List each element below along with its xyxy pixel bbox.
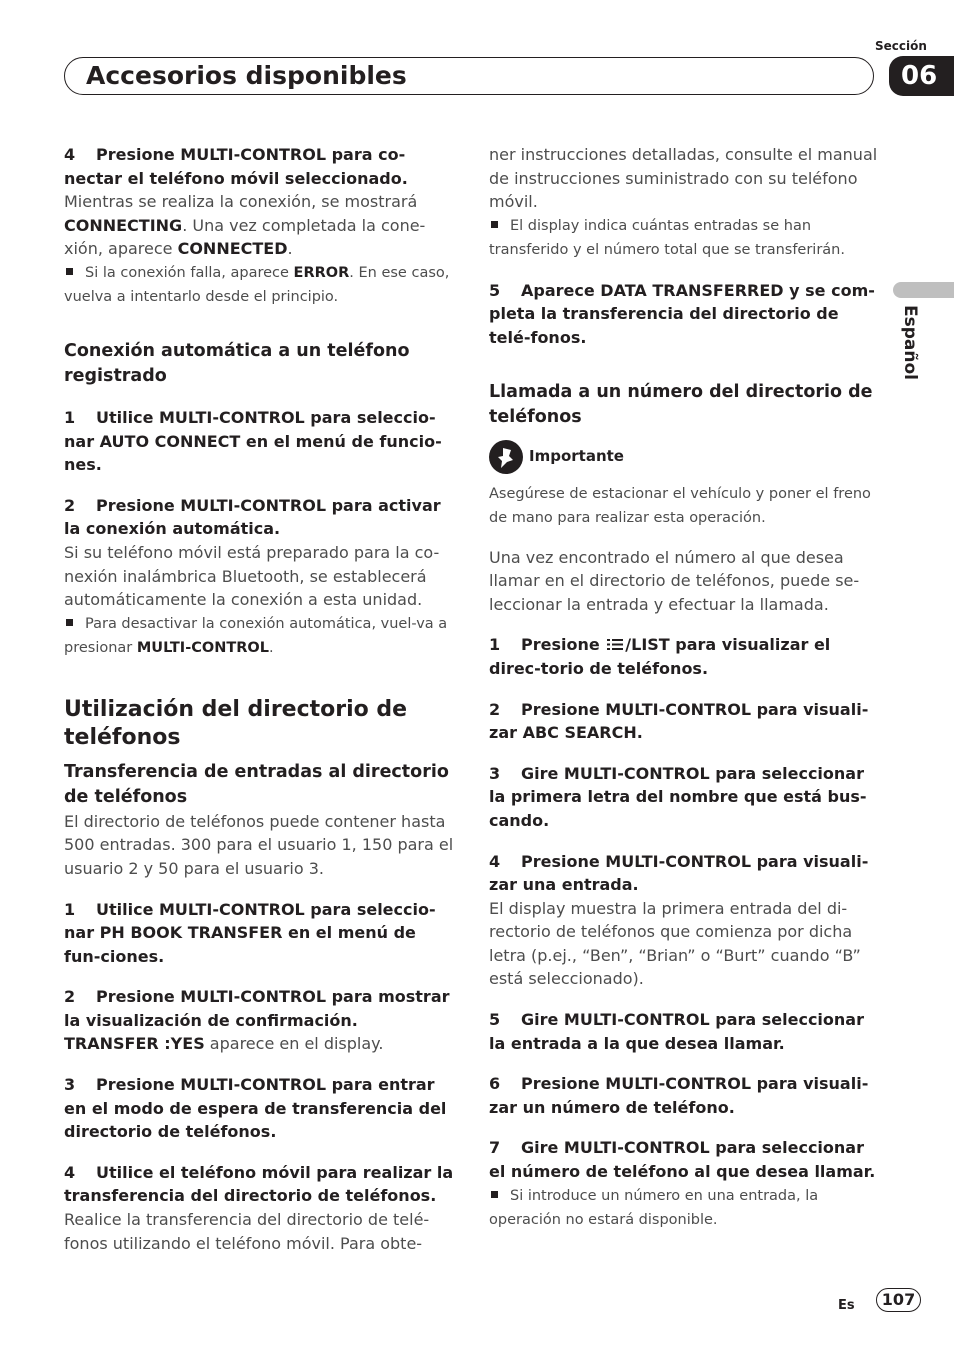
subsection-heading: Transferencia de entradas al directorio de teléfonos bbox=[64, 761, 449, 807]
note: Para desactivar la conexión automática, vuel-va a presionar MULTI-CONTROL. bbox=[64, 615, 448, 656]
step-heading: 4 Utilice el teléfono móvil para realizar la transferencia del directorio de teléfonos. bbox=[64, 1162, 454, 1206]
step-heading: 3 Presione MULTI-CONTROL para entrar en el modo de espera de transferencia del directorio de teléfonos. bbox=[64, 1075, 447, 1142]
language-tab-label: Español bbox=[900, 305, 920, 380]
section-number-badge: 06 bbox=[889, 56, 954, 96]
step-heading: 4 Presione MULTI-CONTROL para visuali-zar una entrada. bbox=[489, 851, 869, 895]
step-heading: 7 Gire MULTI-CONTROL para seleccionar el número de teléfono al que desea llamar. bbox=[489, 1138, 876, 1182]
step-body: ner instrucciones detalladas, consulte el manual de instrucciones suministrado con su teléfono móvil. bbox=[489, 145, 878, 212]
page-number: 107 bbox=[876, 1288, 921, 1312]
square-bullet-icon bbox=[66, 268, 73, 275]
step-heading: 2 Presione MULTI-CONTROL para mostrar la visualización de confirmación. bbox=[64, 987, 450, 1030]
step-heading: 6 Presione MULTI-CONTROL para visuali-zar un número de teléfono. bbox=[489, 1074, 869, 1117]
step-heading: 1 Utilice MULTI-CONTROL para seleccio-nar PH BOOK TRANSFER en el menú de fun-ciones. bbox=[64, 899, 436, 966]
section-label: Sección bbox=[875, 39, 927, 53]
step-heading: 2 Presione MULTI-CONTROL para visuali-zar ABC SEARCH. bbox=[489, 699, 869, 743]
left-column bbox=[64, 143, 454, 1255]
important-callout: Importante bbox=[489, 440, 879, 474]
important-text: Asegúrese de estacionar el vehículo y poner el freno de mano para realizar esta operación. bbox=[489, 485, 871, 526]
note: El display indica cuántas entradas se han transferido y el número total que se transferirán. bbox=[489, 217, 845, 258]
step-heading: 2 Presione MULTI-CONTROL para activar la conexión automática. bbox=[64, 495, 441, 539]
step-body: Si su teléfono móvil está preparado para la co-nexión inalámbrica Bluetooth, se establecerá automáticamente la conexión a esta unidad. bbox=[64, 542, 440, 610]
pin-icon bbox=[489, 440, 523, 474]
square-bullet-icon bbox=[491, 221, 498, 228]
step-heading: 4 Presione MULTI-CONTROL para co-nectar el teléfono móvil seleccionado. bbox=[64, 145, 408, 188]
intro-paragraph: Una vez encontrado el número al que desea llamar en el directorio de teléfonos, puede se-leccionar la entrada y efectuar la llamada. bbox=[489, 547, 860, 614]
page-title: Accesorios disponibles bbox=[86, 61, 407, 90]
step-body: Realice la transferencia del directorio de telé-fonos utilizando el teléfono móvil. Para obte- bbox=[64, 1210, 430, 1253]
section-heading: Utilización del directorio de teléfonos bbox=[64, 696, 408, 750]
step-heading: 5 Gire MULTI-CONTROL para seleccionar la entrada a la que desea llamar. bbox=[489, 1010, 864, 1053]
step-body: El display muestra la primera entrada del di-rectorio de teléfonos que comienza por dicha letra (p.ej., “Ben”, “Brian” o “Burt” cuando “B” está seleccionado). bbox=[489, 898, 861, 989]
square-bullet-icon bbox=[66, 619, 73, 626]
language-tab-marker bbox=[893, 282, 954, 298]
step-body: TRANSFER :YES aparece en el display. bbox=[64, 1034, 384, 1054]
footer-language-code: Es bbox=[838, 1298, 855, 1313]
list-icon bbox=[607, 638, 623, 651]
intro-paragraph: El directorio de teléfonos puede contener hasta 500 entradas. 300 para el usuario 1, 150 para el usuario 2 y 50 para el usuario 3. bbox=[64, 811, 454, 878]
right-column bbox=[489, 143, 879, 1232]
step-heading: 1 Presione /LIST para visualizar el direc-torio de teléfonos. bbox=[489, 635, 831, 678]
step-heading: 3 Gire MULTI-CONTROL para seleccionar la primera letra del nombre que está bus-cando. bbox=[489, 763, 867, 830]
subsection-heading: Conexión automática a un teléfono registrado bbox=[64, 340, 410, 386]
step-body: Mientras se realiza la conexión, se mostrará CONNECTING. Una vez completada la cone-xión, aparece CONNECTED. bbox=[64, 192, 426, 259]
square-bullet-icon bbox=[491, 1191, 498, 1198]
subsection-heading: Llamada a un número del directorio de teléfonos bbox=[489, 381, 873, 427]
note: Si la conexión falla, aparece ERROR. En ese caso, vuelva a intentarlo desde el principio. bbox=[64, 264, 450, 305]
step-heading: 5 Aparece DATA TRANSFERRED y se com-pleta la transferencia del directorio de telé-fonos. bbox=[489, 280, 875, 347]
step-heading: 1 Utilice MULTI-CONTROL para seleccio-nar AUTO CONNECT en el menú de funcio-nes. bbox=[64, 407, 442, 475]
note: Si introduce un número en una entrada, la operación no estará disponible. bbox=[489, 1187, 819, 1228]
